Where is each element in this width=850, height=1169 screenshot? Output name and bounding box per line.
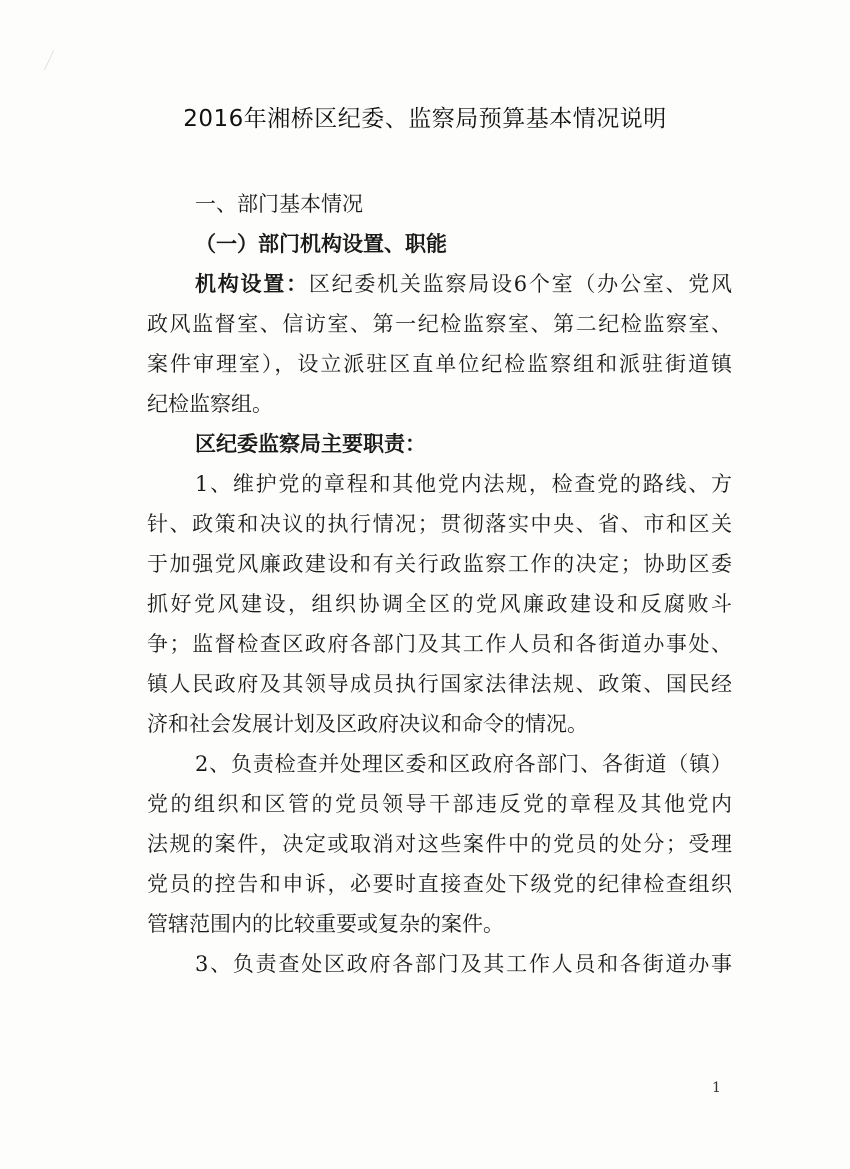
subsection-heading: （一）部门机构设置、职能 [195, 231, 447, 256]
page-title: 2016年湘桥区纪委、监察局预算基本情况说明 [183, 106, 667, 132]
duties-heading: 区纪委监察局主要职责： [195, 431, 426, 456]
duty1-line: 镇人民政府及其领导成员执行国家法律法规、政策、国民经 [147, 672, 732, 696]
org-paragraph-line [147, 264, 732, 304]
duty2-line: 法规的案件，决定或取消对这些案件中的党员的处分；受理 [147, 832, 732, 856]
org-paragraph-line: 纪检监察组。 [147, 392, 273, 416]
section-heading: 一、部门基本情况 [195, 192, 363, 216]
duty1-line: 于加强党风廉政建设和有关行政监察工作的决定；协助区委 [147, 552, 732, 576]
duty2-line: 党的组织和区管的党员领导干部违反党的章程及其他党内 [147, 792, 732, 816]
page-number: 1 [712, 1080, 721, 1096]
org-label: 机构设置： [195, 271, 309, 296]
duty1-line: 针、政策和决议的执行情况；贯彻落实中央、省、市和区关 [147, 512, 732, 536]
duty2-line: 党员的控告和申诉，必要时直接查处下级党的纪律检查组织 [147, 872, 732, 896]
scan-artifact [44, 50, 67, 76]
duty1-line: 1、维护党的章程和其他党内法规，检查党的路线、方 [195, 472, 732, 496]
org-paragraph-line: 政风监督室、信访室、第一纪检监察室、第二纪检监察室、 [147, 312, 732, 336]
duty1-line: 济和社会发展计划及区政府决议和命令的情况。 [147, 712, 588, 736]
org-paragraph-line: 案件审理室），设立派驻区直单位纪检监察组和派驻街道镇 [147, 352, 732, 376]
org-text: 区纪委机关监察局设6个室（办公室、党风 [308, 272, 733, 296]
duty2-line: 2、负责检查并处理区委和区政府各部门、各街道（镇） [195, 752, 732, 776]
duty1-line: 抓好党风建设，组织协调全区的党风廉政建设和反腐败斗 [147, 592, 732, 616]
duty3-line: 3、负责查处区政府各部门及其工作人员和各街道办事 [195, 952, 732, 976]
duty1-line: 争；监督检查区政府各部门及其工作人员和各街道办事处、 [147, 632, 732, 656]
document-body [147, 184, 732, 984]
duty2-line: 管辖范围内的比较重要或复杂的案件。 [147, 912, 504, 936]
